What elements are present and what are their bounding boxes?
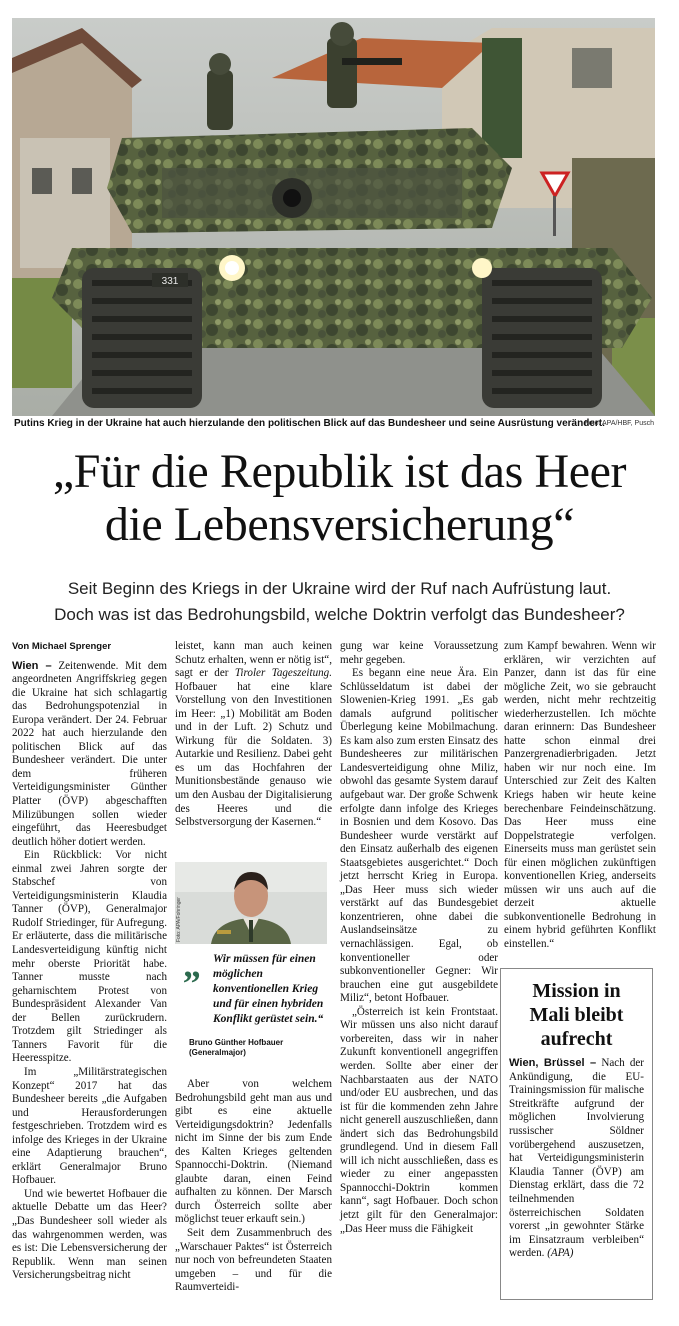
paragraph: zum Kampf bewahren. Wenn wir erklären, wir verzichten auf Panzer, dann ist das für eine mögliche Zeit, wo sie gebraucht werden, nicht mehr rechtzeitig wiederherzustellen. Ich möchte daran erinnern: Das Bundesheer hatte schon einmal drei Panzergrenadierbrigaden. Jetzt haben wir nur noch eine. Im Unterschied zur Zeit des Kalten Kriegs haben wir heute keine berechenbare Feindeinschätzung. Das Heer muss eine Doppelstrategie verfolgen. Einerseits muss man gerüstet sein für einen möglichen zukünftigen konventionellen Krieg, anderseits müssen wir uns auch auf die derzeit aktuelle subkonventionelle Bedrohung in einem hybrid geführten Konflikt einstellen.“ [504, 640, 656, 951]
column-2-continued [175, 1078, 332, 1295]
sidebox-body: Wien, Brüssel – Nach der Ankündigung, die EU-Trainingsmission für malische Streitkräfte aufgrund der möglichen Involvierung russischer Söldner vorübergehend auszusetzen, hat Verteidigungsministerin Klaudia Tanner (ÖVP) am Dienstag erklärt, dass die 72 teilnehmenden österreichischen Soldaten vorerst „in gewohnter Stärke im Einsatzraum verbleiben“ werden. (APA) [509, 1057, 645, 1260]
photo-caption [14, 418, 654, 434]
portrait-photo [175, 862, 327, 944]
paragraph: Aber von welchem Bedrohungsbild geht man aus und gibt es eine aktuelle Verteidigungsdoktrin? Jedenfalls nicht im Sinne der bis zum Ende des Kalten Krieges geltenden Spannocchi-Doktrin. (Niemand glaubte daran, einen Feind aufhalten zu können. Der Marsch durch Österreich sollte aber möglichst teuer erkauft sein.) [175, 1078, 332, 1226]
paragraph: Ein Rückblick: Vor nicht einmal zwei Jahren sorgte der Stabschef von Verteidigungsministerin Klaudia Tanner (ÖVP), Generalmajor Rudolf Striedinger, für Aufregung. Er erläuterte, dass die militärische Landesverteidigung künftig nicht mehr oberste Priorität habe. Tanner musste nach geharnischtem Protest von Bundespräsident Alexander Van der Bellen zurückrudern. Trotzdem gilt Striedinger als Tanners Favorit für die Heeresspitze. [12, 849, 167, 1065]
headline-line-2: die Lebensversicherung“ [104, 498, 575, 551]
sidebox-dateline: Wien, Brüssel – [509, 1057, 597, 1069]
paragraph: Und wie bewertet Hofbauer die aktuelle Debatte um das Heer? „Das Bundesheer soll wieder als das wahrgenommen werden, was es ist: Die Lebensversicherung der Republik. Wenn man seinen Versicherungsbeitrag nicht [12, 1187, 167, 1282]
sidebox-source: (APA) [547, 1247, 574, 1260]
column-3 [340, 640, 498, 1236]
headline [0, 445, 679, 551]
photo-credit: Foto: APA/HBF, Pusch [584, 420, 654, 427]
quote-source-name: Bruno Günther Hofbauer [189, 1038, 284, 1047]
quote-source-role: (Generalmajor) [189, 1048, 246, 1057]
byline: Von Michael Sprenger [12, 641, 112, 652]
column-1 [12, 640, 167, 1283]
subheadline-line-2: Doch was ist das Bedrohungsbild, welche Doktrin verfolgt das Bundesheer? [54, 605, 625, 624]
quote-text: Wir müssen für einen möglichen konventionellen Krieg und für einen hybriden Konflikt gerüstet sein.“ [213, 953, 324, 1025]
tank-number: 331 [161, 276, 179, 287]
paragraph: Wien – Zeitenwende. Mit dem angeordneten Angriffskrieg gegen die Ukraine hat sich schlagartig das Bedrohungspotenzial in Europa verändert. Der 24. Februar 2022 hat auch hierzulande den politischen Blick auf das Bundesheer verändert. Die unter dem früheren Verteidigungsminister Günther Platter (ÖVP) abgeschafften Milizübungen sollen wieder eingeführt, das Heeresbudget deutlich höher dotiert werden. [12, 659, 168, 848]
paragraph: Im „Militärstrategischen Konzept“ 2017 hat das Bundesheer bereits „die Aufgaben und Herausforderungen festgeschrieben. Trotzdem wird es infolge des Krieges in der Ukraine eine Adaptierung brauchen“, erklärt Generalmajor Bruno Hofbauer. [12, 1065, 167, 1187]
subheadline-line-1: Seit Beginn des Kriegs in der Ukraine wird der Ruf nach Aufrüstung laut. [67, 579, 612, 598]
sidebar-news-box [500, 968, 653, 1300]
paragraph: leistet, kann man auch keinen Schutz erhalten, wenn er nötig ist“, sagt er der Tiroler Tageszeitung. Hofbauer hat eine klare Vorstellung von den Investitionen im Heer: „1) Mobilität am Boden und in der Luft. 2) Schutz und Wirkung für die Soldaten. 3) Autarkie und Resilienz. Dabei geht es um das Hochfahren der Munitionsbestände genauso wie um den Ausbau der Digitalisierung des Heeres und die Selbstversorgung der Kasernen.“ [175, 640, 332, 829]
sidebox-title: Mission in Mali bleibt aufrecht [529, 980, 624, 1050]
portrait-credit: Foto: APA/Fohringer [176, 897, 182, 942]
dateline: Wien – [12, 659, 52, 672]
quote-source [189, 1038, 329, 1058]
column-4 [504, 640, 656, 952]
headline-line-1: „Für die Republik ist das Heer [52, 445, 627, 498]
quote-mark-icon: „ [183, 945, 201, 985]
paragraph: Seit dem Zusammenbruch des „Warschauer Paktes“ ist Österreich nur noch von befreundeten Staaten umgeben – und für die Raumverteidi- [175, 1227, 332, 1294]
subheadline [0, 576, 679, 628]
paragraph: gung war keine Voraussetzung mehr gegeben. [340, 640, 498, 666]
paragraph: Es begann eine neue Ära. Ein Schlüsseldatum ist dabei der Slowenien-Krieg 1991. „Es gab damals aufgrund politischer Überlegung keine Mobilmachung. Es kam also zum ersten Einsatz des Bundesheeres zur militärischen Landesverteidigung ohne Miliz, obwohl das gesamte System darauf aufgebaut war. Der große Schwenk erfolgte dann infolge des Krieges in Bosnien und dem Kosovo. Das Bundesheer wurde verstärkt auf den Einsatz außerhalb des eigenen Staatsgebietes ausgerichtet.“ Doch jetzt herrscht Krieg in Europa. „Das Heer muss sich wieder verstärkt auf das Bundesgebiet konzentrieren, ohne dabei die Auslandseinsätze zu vernachlässigen. Egal, ob konventioneller oder subkonventioneller Gegner: Wir brauchen eine gut ausgebildete Miliz“, betont Hofbauer. [340, 667, 498, 1005]
column-2 [175, 640, 332, 830]
caption-text: Putins Krieg in der Ukraine hat auch hierzulande den politischen Blick auf das Bundesheer und seine Ausrüstung verändert. [14, 418, 605, 429]
paragraph: „Österreich ist kein Frontstaat. Wir müssen uns also nicht darauf vorbereiten, dass wir in naher Zukunft konventionell angegriffen werden. Sollte aber einer der Nachbarstaaten aus der NATO und/oder EU ausbrechen, und das ist für die kommenden zehn Jahre nicht generell auszuschließen, dann ändert sich das Bedrohungsbild grundlegend. Und in diesem Fall will ich nicht ausschließen, dass es wieder zu einer angepassten Spannocchi-Doktrin kommen kann“, sagt Hofbauer. Doch schon jetzt gilt für den Generalmajor: „Das Heer muss die Fähigkeit [340, 1005, 498, 1235]
tank-photo [12, 18, 655, 416]
